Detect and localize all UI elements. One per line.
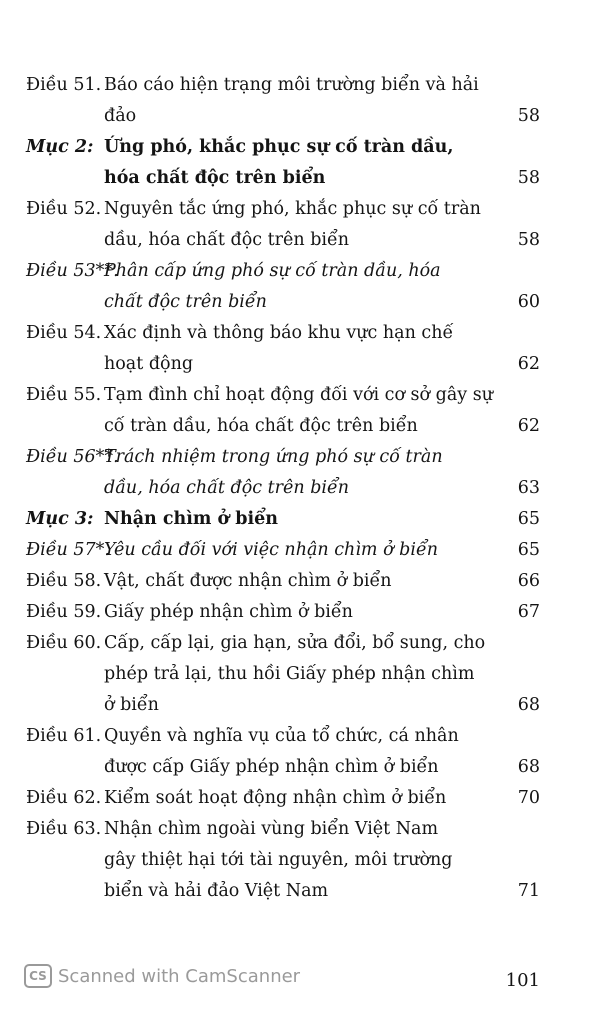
toc-entry-page: 65: [517, 540, 540, 560]
toc-entry-title: [104, 194, 494, 256]
toc-entry: [26, 535, 540, 566]
toc-entry-number: Điều 55.: [26, 385, 102, 405]
toc-entry-number: Điều 54.: [26, 323, 102, 343]
toc-entry-page: 63: [517, 478, 540, 498]
toc-entry-number: Điều 62.: [26, 788, 102, 808]
toc-entry-title-line: Yêu cầu đối với việc nhận chìm ở biển: [104, 540, 439, 560]
toc-entry-title-line: Nhận chìm ngoài vùng biển Việt Nam: [104, 819, 439, 839]
toc-entry-title-line: Cấp, cấp lại, gia hạn, sửa đổi, bổ sung, cho: [104, 633, 486, 653]
toc-entry-title-line: dầu, hóa chất độc trên biển: [104, 478, 350, 498]
toc-entry-number: Điều 61.: [26, 726, 102, 746]
toc-entry-number: Điều 52.: [26, 199, 102, 219]
toc-entry: [26, 70, 540, 132]
toc-entry-page: 68: [517, 695, 540, 715]
toc-entry-page: 58: [517, 230, 540, 250]
toc-entry-title: [104, 628, 494, 721]
toc-entry-title-line: chất độc trên biển: [104, 292, 267, 312]
toc-entry: [26, 814, 540, 907]
toc-entry: [26, 721, 540, 783]
toc-entry-title-line: Nguyên tắc ứng phó, khắc phục sự cố tràn: [104, 199, 481, 219]
toc-entry-title-line: cố tràn dầu, hóa chất độc trên biển: [104, 416, 418, 436]
toc-entry-title-line: hóa chất độc trên biển: [104, 168, 326, 188]
toc-entry-number: Mục 3:: [26, 509, 94, 529]
toc-entry-title-line: Vật, chất được nhận chìm ở biển: [104, 571, 392, 591]
toc-entry-page: 65: [517, 509, 540, 529]
toc-entry: [26, 783, 540, 814]
toc-entry-page: 68: [517, 757, 540, 777]
toc-entry-title: [104, 70, 494, 132]
toc-entry-title: [104, 504, 494, 535]
toc-entry-title-line: dầu, hóa chất độc trên biển: [104, 230, 350, 250]
toc-entry-title-line: hoạt động: [104, 354, 194, 374]
toc-entry-number: Điều 63.: [26, 819, 102, 839]
toc-entry-page: 67: [517, 602, 540, 622]
toc-entry-title: [104, 132, 494, 194]
page-number: 101: [505, 970, 540, 991]
toc-entry-title-line: Ứng phó, khắc phục sự cố tràn dầu,: [104, 137, 454, 157]
toc-entry-title-line: Kiểm soát hoạt động nhận chìm ở biển: [104, 788, 447, 808]
page-footer: [0, 960, 600, 1000]
toc-entry-page: 62: [517, 416, 540, 436]
toc-entry-page: 58: [517, 168, 540, 188]
toc-entry-page: 58: [517, 106, 540, 126]
toc-entry-page: 71: [517, 881, 540, 901]
toc-entry-title-line: Phân cấp ứng phó sự cố tràn dầu, hóa: [104, 261, 441, 281]
toc-entry-page: 60: [517, 292, 540, 312]
toc-entry: [26, 628, 540, 721]
toc-entry-number: Điều 59.: [26, 602, 102, 622]
toc-entry-title: [104, 783, 494, 814]
toc-entry-title: [104, 597, 494, 628]
toc-entry-title: [104, 721, 494, 783]
toc-entry-title-line: Quyền và nghĩa vụ của tổ chức, cá nhân: [104, 726, 459, 746]
toc-entry-number: Mục 2:: [26, 137, 94, 157]
toc-entry-title-line: Giấy phép nhận chìm ở biển: [104, 602, 353, 622]
toc-entry: [26, 194, 540, 256]
toc-entry: [26, 256, 540, 318]
camscanner-logo-icon: CS: [24, 964, 52, 988]
camscanner-watermark: Scanned with CamScanner: [58, 966, 301, 987]
toc-entry-title-line: Nhận chìm ở biển: [104, 509, 279, 529]
toc-entry-title: [104, 380, 494, 442]
toc-entry-title: [104, 566, 494, 597]
table-of-contents: [26, 70, 540, 907]
toc-entry: [26, 566, 540, 597]
toc-entry-number: Điều 60.: [26, 633, 102, 653]
toc-entry-page: 62: [517, 354, 540, 374]
toc-entry-title: [104, 814, 494, 907]
toc-entry-title-line: gây thiệt hại tới tài nguyên, môi trường: [104, 850, 453, 870]
toc-entry-page: 66: [517, 571, 540, 591]
toc-entry-title-line: ở biển: [104, 695, 159, 715]
toc-entry-title: [104, 442, 494, 504]
toc-entry-number: Điều 56**.: [26, 447, 119, 467]
toc-entry-title-line: Tạm đình chỉ hoạt động đối với cơ sở gây sự: [104, 385, 493, 405]
toc-entry-title-line: được cấp Giấy phép nhận chìm ở biển: [104, 757, 439, 777]
toc-entry-title-line: phép trả lại, thu hồi Giấy phép nhận chìm: [104, 664, 475, 684]
toc-entry: [26, 597, 540, 628]
toc-entry-title-line: Báo cáo hiện trạng môi trường biển và hải: [104, 75, 479, 95]
toc-section-heading: [26, 132, 540, 194]
toc-entry-title: [104, 535, 494, 566]
toc-entry: [26, 442, 540, 504]
toc-entry-number: Điều 58.: [26, 571, 102, 591]
toc-entry: [26, 380, 540, 442]
toc-entry-number: Điều 53**.: [26, 261, 119, 281]
toc-entry-title-line: biển và hải đảo Việt Nam: [104, 881, 329, 901]
toc-entry-number: Điều 51.: [26, 75, 102, 95]
toc-entry-title: [104, 318, 494, 380]
toc-entry-title-line: Trách nhiệm trong ứng phó sự cố tràn: [104, 447, 443, 467]
toc-entry-title: [104, 256, 494, 318]
toc-entry-page: 70: [517, 788, 540, 808]
toc-entry-title-line: đảo: [104, 106, 137, 126]
toc-entry-title-line: Xác định và thông báo khu vực hạn chế: [104, 323, 454, 343]
toc-entry: [26, 318, 540, 380]
toc-entry-number: Điều 57*.: [26, 540, 110, 560]
toc-section-heading: [26, 504, 540, 535]
